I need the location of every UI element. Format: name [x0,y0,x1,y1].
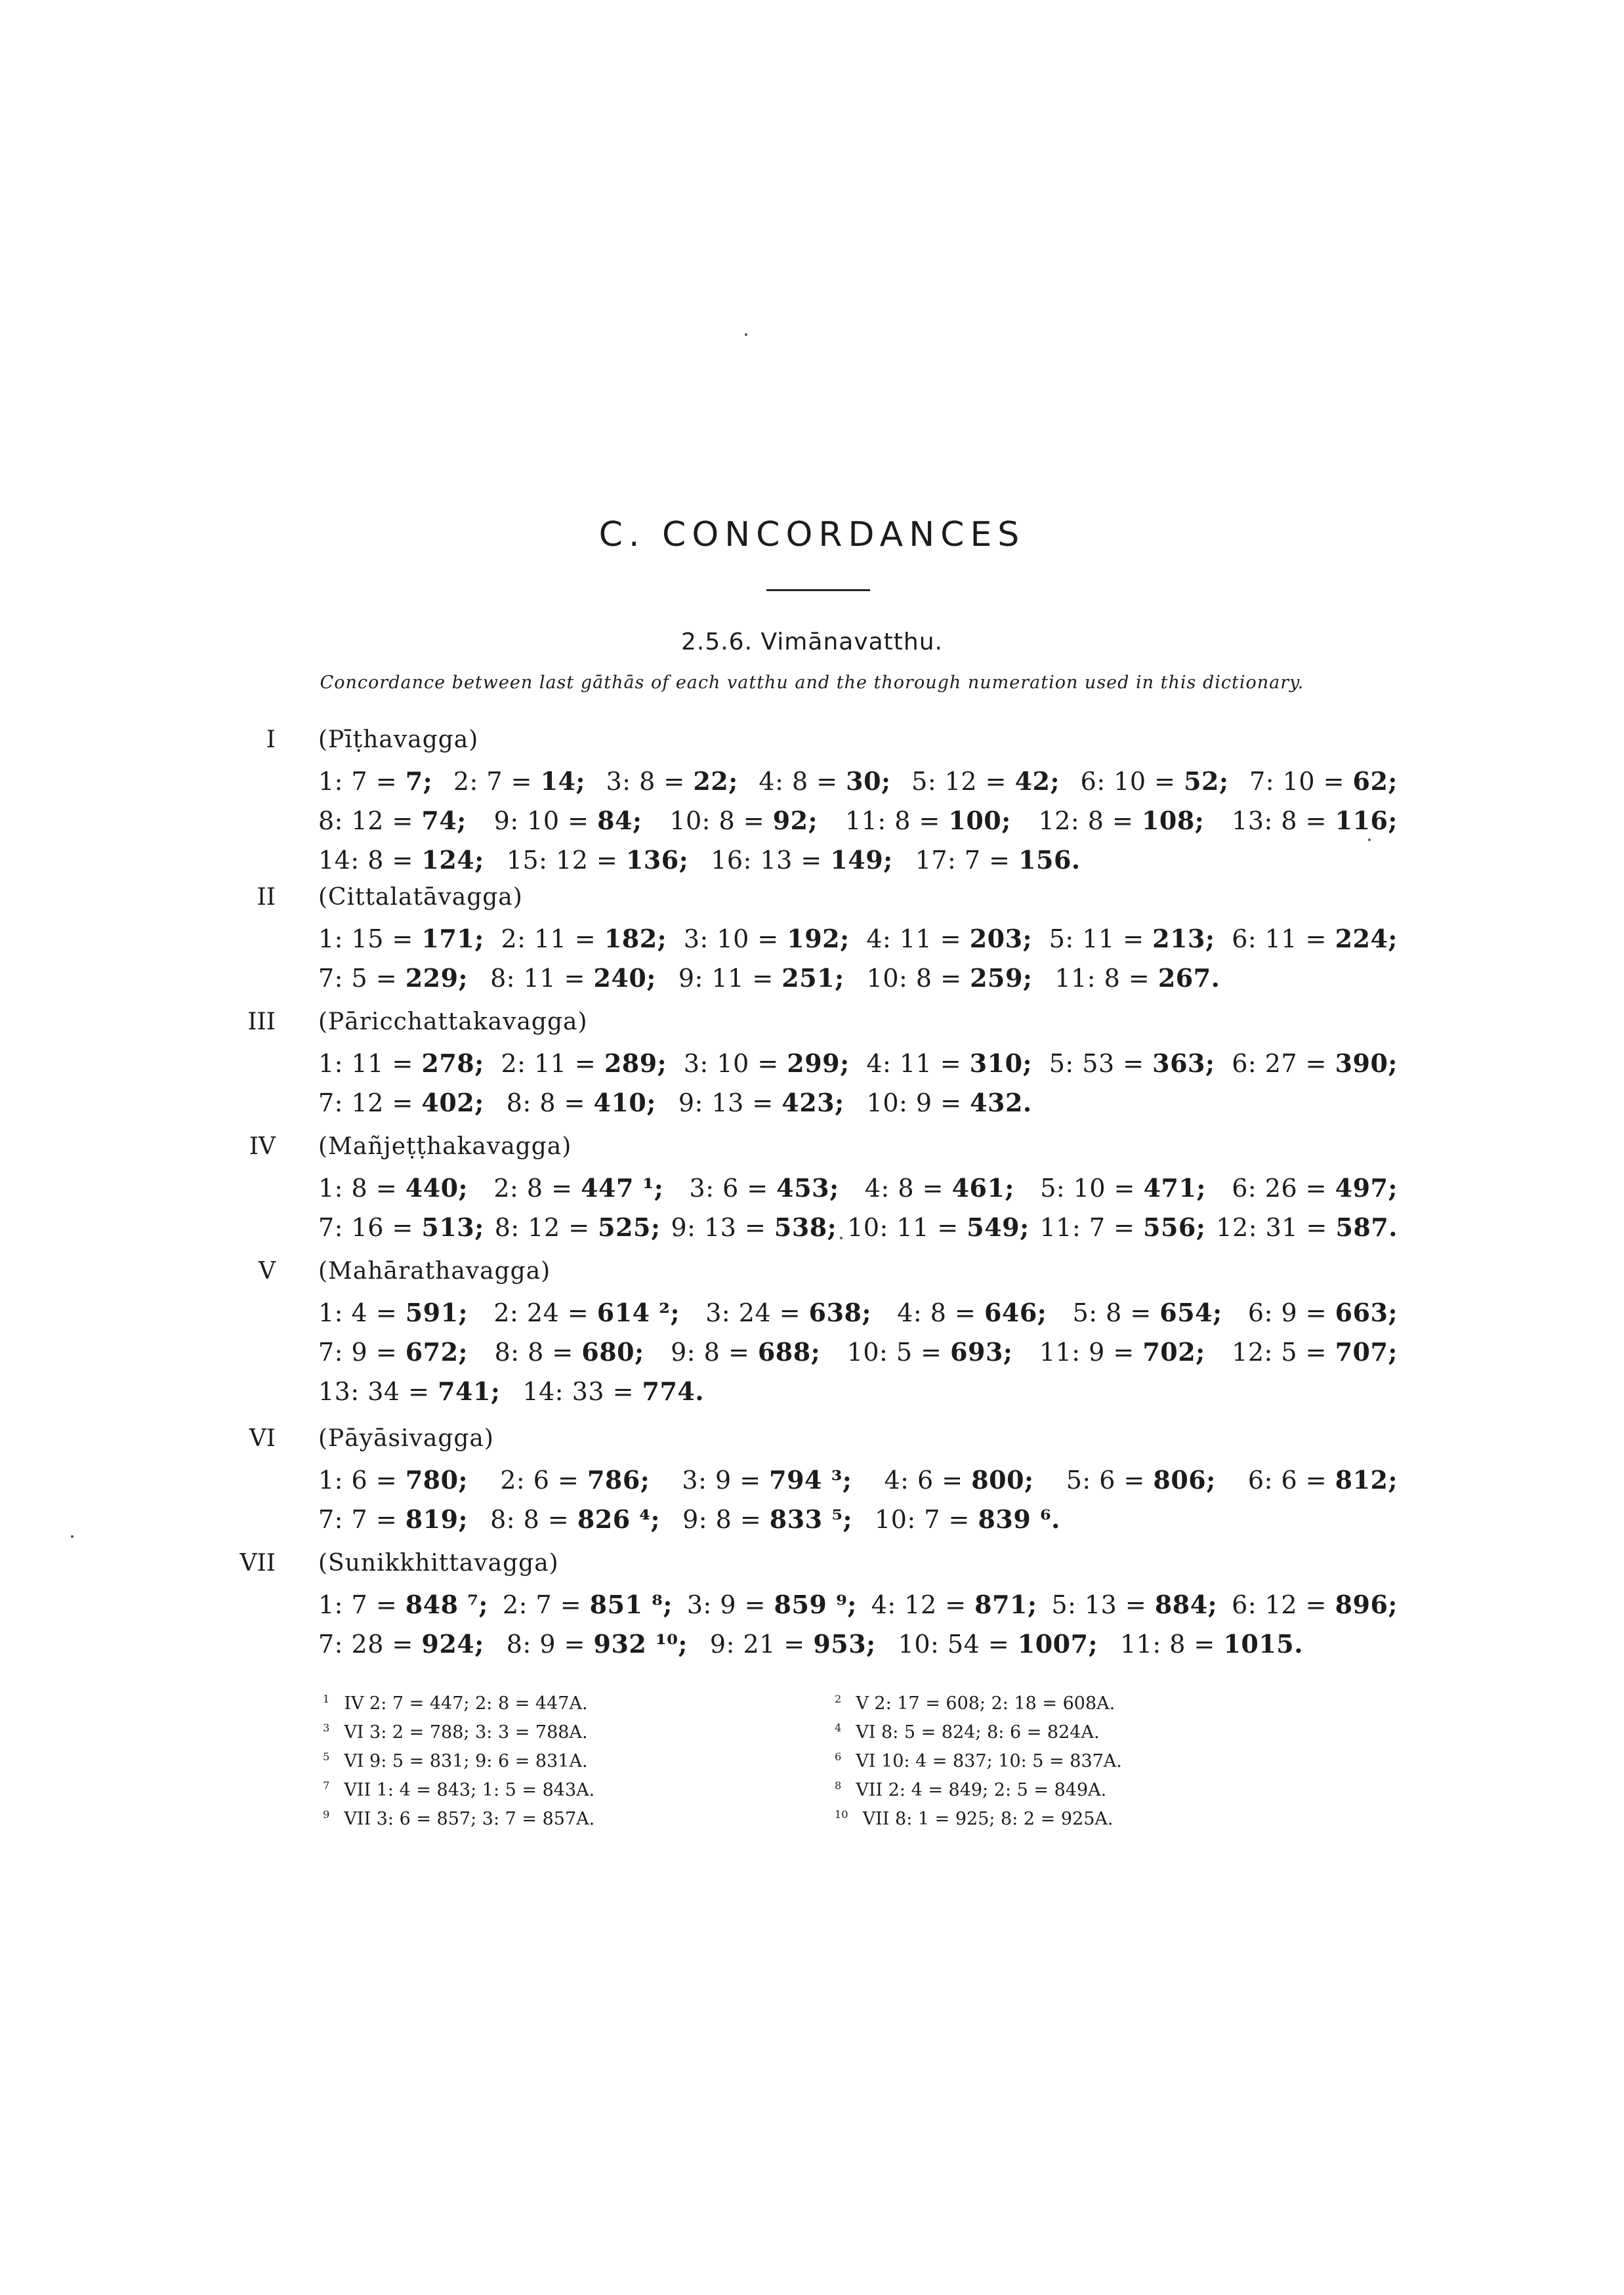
vagga-number: I [266,726,276,753]
concordance-entry: 5: 13 = 884; [1051,1590,1218,1619]
concordance-entry: 16: 13 = 149; [711,845,893,875]
concordance-entry: 11: 8 = 1015. [1120,1629,1303,1659]
footnote-mark: 7 [323,1779,330,1792]
concordance-entry: 7: 9 = 672; [318,1337,468,1367]
concordance-line [318,1168,1398,1208]
vagga-block [243,1125,1398,1247]
vagga-block [243,1001,1398,1123]
print-speck [1368,838,1371,841]
vagga-name: (Pāyāsivagga) [318,1425,494,1452]
vagga-heading [243,1001,1398,1044]
footnote-mark: 5 [323,1750,330,1763]
concordance-line [318,1460,1398,1500]
footnote [323,1805,594,1834]
concordance-entry: 14: 33 = 774. [522,1376,705,1406]
concordance-entry: 11: 9 = 702; [1039,1337,1205,1367]
concordance-entry: 4: 8 = 461; [864,1173,1014,1203]
concordance-entry: 1: 11 = 278; [318,1048,484,1078]
concordance-entry: 6: 27 = 390; [1232,1048,1398,1078]
vagga-block [243,1250,1398,1411]
footnote-mark: 1 [323,1693,330,1705]
concordance-entry: 3: 9 = 859 ⁹; [686,1590,857,1619]
vagga-number: VI [249,1425,276,1452]
concordance-entry: 17: 7 = 156. [915,845,1081,875]
footnote [323,1718,588,1747]
concordance-entry: 4: 11 = 203; [866,924,1033,953]
concordance-entry: 7: 16 = 513; [318,1212,484,1242]
concordance-entry: 4: 8 = 30; [759,766,891,796]
concordance-entry: 8: 8 = 826 ⁴; [490,1504,661,1534]
concordance-line [318,919,1398,959]
footnote-mark: 10 [835,1808,848,1821]
footnote-text: VI 8: 5 = 824; 8: 6 = 824A. [856,1722,1100,1743]
print-speck [840,1237,843,1239]
vagga-block [243,1417,1398,1539]
concordance-entry: 6: 6 = 812; [1247,1465,1398,1495]
vagga-name: (Cittalatāvagga) [318,884,523,911]
concordance-entry: 2: 8 = 447 ¹; [493,1173,664,1203]
concordance-entry: 9: 13 = 423; [678,1088,844,1117]
vagga-number: III [247,1008,276,1035]
concordance-entry: 3: 24 = 638; [705,1298,871,1327]
footnote-text: V 2: 17 = 608; 2: 18 = 608A. [856,1693,1115,1714]
footnote-mark: 2 [835,1693,842,1705]
concordance-entry: 9: 10 = 84; [493,806,642,835]
concordance-entry: 5: 12 = 42; [911,766,1060,796]
concordance-entry: 1: 8 = 440; [318,1173,468,1203]
concordance-entry: 8: 12 = 525; [494,1212,661,1242]
footnote [835,1805,1114,1834]
footnote-text: VI 3: 2 = 788; 3: 3 = 788A. [344,1722,588,1743]
concordance-entry: 8: 8 = 410; [506,1088,656,1117]
concordance-entry: 9: 8 = 833 ⁵; [682,1504,853,1534]
concordance-entry: 9: 8 = 688; [671,1337,821,1367]
concordance-entry: 10: 8 = 259; [866,963,1033,993]
vagga-block [239,1542,1398,1664]
footnote [323,1689,588,1718]
concordance-entry: 3: 6 = 453; [689,1173,839,1203]
concordance-entry: 6: 9 = 663; [1247,1298,1398,1327]
footnote [835,1776,1106,1805]
title-rule [766,589,870,591]
print-speck [745,333,747,336]
concordance-entry: 10: 7 = 839 ⁶. [875,1504,1060,1534]
footnote-mark: 3 [323,1722,330,1734]
concordance-entry: 9: 13 = 538; [671,1212,837,1242]
concordance-line [318,1083,1398,1123]
footnote-mark: 9 [323,1808,330,1821]
concordance-entry: 9: 11 = 251; [678,963,844,993]
concordance-entry: 13: 34 = 741; [318,1376,501,1406]
footnote-text: IV 2: 7 = 447; 2: 8 = 447A. [344,1693,588,1714]
concordance-entry: 15: 12 = 136; [506,845,689,875]
concordance-entry: 4: 6 = 800; [884,1465,1034,1495]
vagga-number: V [259,1258,276,1285]
vagga-block [243,718,1398,880]
concordance-entry: 5: 6 = 806; [1066,1465,1216,1495]
concordance-entry: 2: 7 = 14; [453,766,585,796]
vagga-number: VII [239,1550,276,1577]
concordance-entry: 13: 8 = 116; [1232,806,1398,835]
footnote-text: VII 1: 4 = 843; 1: 5 = 843A. [344,1780,595,1800]
concordance-entry: 11: 8 = 267. [1054,963,1220,993]
concordance-entry: 4: 11 = 310; [866,1048,1033,1078]
concordance-entry: 2: 24 = 614 ²; [493,1298,680,1327]
footnote [323,1776,594,1805]
vagga-number: IV [249,1133,276,1160]
concordance-entry: 5: 10 = 471; [1040,1173,1206,1203]
footnote-text: VII 8: 1 = 925; 8: 2 = 925A. [862,1809,1114,1829]
concordance-line [318,1293,1398,1333]
footnote-mark: 6 [835,1750,842,1763]
concordance-entry: 1: 7 = 7; [318,766,433,796]
footnote-text: VII 2: 4 = 849; 2: 5 = 849A. [856,1780,1107,1800]
concordance-line [318,762,1398,801]
concordance-entry: 10: 9 = 432. [866,1088,1032,1117]
concordance-entry: 8: 9 = 932 ¹⁰; [506,1629,688,1659]
concordance-entry: 5: 53 = 363; [1049,1048,1215,1078]
vagga-heading [243,1417,1398,1460]
concordance-entry: 7: 5 = 229; [318,963,468,993]
section-heading: 2.5.6. Vimānavatthu. [680,629,943,655]
concordance-entry: 3: 9 = 794 ³; [682,1465,852,1495]
footnote-text: VI 10: 4 = 837; 10: 5 = 837A. [856,1751,1122,1771]
concordance-entry: 6: 12 = 896; [1232,1590,1398,1619]
concordance-entry: 3: 10 = 192; [683,924,850,953]
concordance-entry: 10: 5 = 693; [846,1337,1013,1367]
footnote-mark: 8 [835,1779,842,1792]
concordance-line [318,959,1398,998]
concordance-entry: 1: 7 = 848 ⁷; [318,1590,488,1619]
section-note: Concordance between last gāthās of each vatthu and the thorough numeration used in this dictionary. [320,672,1304,693]
concordance-entry: 2: 11 = 289; [501,1048,667,1078]
concordance-entry: 2: 7 = 851 ⁸; [502,1590,673,1619]
concordance-entry: 12: 5 = 707; [1232,1337,1398,1367]
concordance-entry: 12: 8 = 108; [1038,806,1205,835]
concordance-entry: 8: 11 = 240; [490,963,656,993]
concordance-entry: 5: 8 = 654; [1072,1298,1222,1327]
concordance-entry: 10: 11 = 549; [847,1212,1030,1242]
vagga-name: (Sunikkhittavagga) [318,1550,559,1577]
concordance-entry: 14: 8 = 124; [318,845,484,875]
footnote [323,1747,588,1776]
vagga-name: (Pāricchattakavagga) [318,1008,588,1035]
vagga-number: II [257,884,276,911]
footnote [835,1718,1100,1747]
concordance-line [318,1208,1398,1247]
concordance-line [318,1585,1398,1624]
concordance-entry: 12: 31 = 587. [1216,1212,1398,1242]
footnote [835,1689,1115,1718]
vagga-heading [239,1542,1398,1585]
concordance-entry: 7: 12 = 402; [318,1088,484,1117]
concordance-entry: 11: 8 = 100; [844,806,1011,835]
concordance-entry: 6: 11 = 224; [1232,924,1398,953]
concordance-entry: 1: 6 = 780; [318,1465,468,1495]
concordance-entry: 2: 11 = 182; [501,924,667,953]
concordance-entry: 10: 54 = 1007; [898,1629,1098,1659]
concordance-entry: 4: 8 = 646; [897,1298,1047,1327]
concordance-entry: 5: 11 = 213; [1049,924,1215,953]
concordance-entry: 7: 10 = 62; [1249,766,1398,796]
vagga-heading [243,718,1398,762]
print-speck [71,1535,73,1538]
concordance-entry: 3: 10 = 299; [683,1048,850,1078]
concordance-line [318,1500,1398,1539]
concordance-entry: 1: 4 = 591; [318,1298,468,1327]
footnote [835,1747,1122,1776]
concordance-entry: 9: 21 = 953; [709,1629,876,1659]
footnote-mark: 4 [835,1722,842,1734]
concordance-entry: 11: 7 = 556; [1039,1212,1206,1242]
concordance-entry: 8: 8 = 680; [494,1337,644,1367]
vagga-block [243,876,1398,998]
concordance-line [318,1044,1398,1083]
concordance-entry: 6: 26 = 497; [1232,1173,1398,1203]
concordance-line [318,1372,1398,1411]
vagga-name: (Mañjeṭṭhakavagga) [318,1133,572,1160]
concordance-entry: 6: 10 = 52; [1080,766,1229,796]
concordance-line [318,1333,1398,1372]
vagga-name: (Pīṭhavagga) [318,726,479,753]
vagga-heading [243,1125,1398,1168]
concordance-entry: 7: 7 = 819; [318,1504,468,1534]
footnote-text: VI 9: 5 = 831; 9: 6 = 831A. [344,1751,588,1771]
concordance-entry: 8: 12 = 74; [318,806,467,835]
concordance-line [318,840,1398,880]
concordance-entry: 4: 12 = 871; [871,1590,1037,1619]
vagga-heading [243,1250,1398,1293]
concordance-entry: 3: 8 = 22; [606,766,738,796]
concordance-line [318,1624,1398,1664]
concordance-entry: 2: 6 = 786; [500,1465,650,1495]
vagga-heading [243,876,1398,919]
concordance-entry: 10: 8 = 92; [669,806,818,835]
page-title: C. CONCORDANCES [598,515,1026,554]
footnote-text: VII 3: 6 = 857; 3: 7 = 857A. [344,1809,595,1829]
concordance-entry: 7: 28 = 924; [318,1629,484,1659]
vagga-name: (Mahārathavagga) [318,1258,551,1285]
concordance-entry: 1: 15 = 171; [318,924,484,953]
concordance-line [318,801,1398,840]
